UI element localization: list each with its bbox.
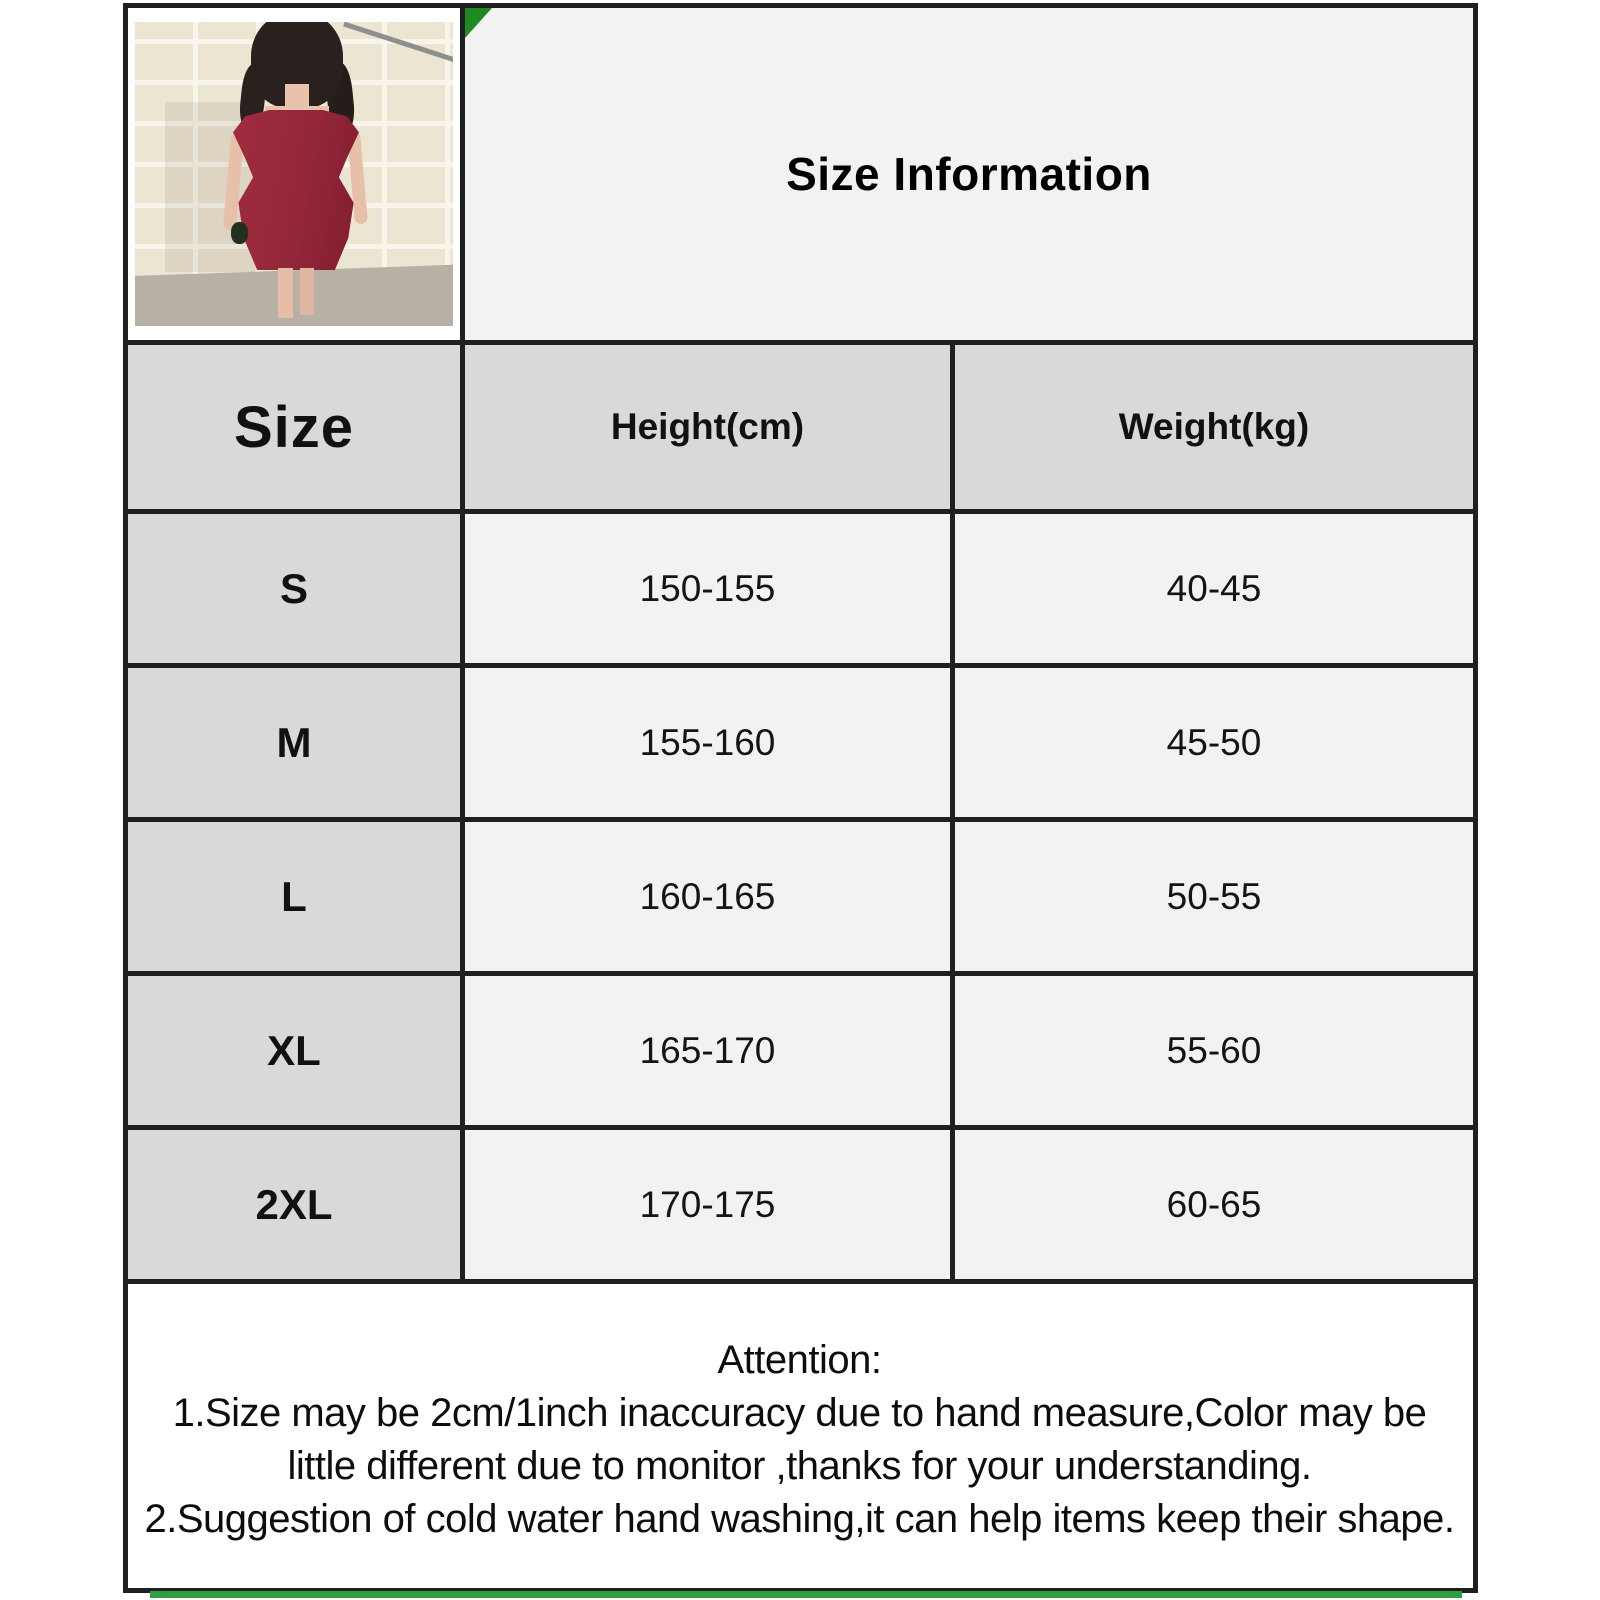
product-photo <box>135 22 453 326</box>
height-value: 155-160 <box>463 666 953 820</box>
sunglasses <box>231 222 248 244</box>
table-row <box>126 512 1476 666</box>
height-value: 160-165 <box>463 820 953 974</box>
size-label: M <box>126 666 463 820</box>
table-row <box>126 820 1476 974</box>
pavement <box>135 264 453 326</box>
title-row <box>126 6 1476 343</box>
column-header-row <box>126 343 1476 512</box>
table-row <box>126 974 1476 1128</box>
size-label: S <box>126 512 463 666</box>
column-header-weight: Weight(kg) <box>953 343 1476 512</box>
bottom-green-bar <box>150 1591 1462 1598</box>
table-row <box>126 666 1476 820</box>
attention-cell <box>126 1282 1476 1591</box>
column-header-height: Height(cm) <box>463 343 953 512</box>
weight-value: 50-55 <box>953 820 1476 974</box>
attention-note-2: 2.Suggestion of cold water hand washing,it can help items keep their shape. <box>144 1496 1455 1541</box>
height-value: 170-175 <box>463 1128 953 1282</box>
height-value: 165-170 <box>463 974 953 1128</box>
weight-value: 40-45 <box>953 512 1476 666</box>
attention-row <box>126 1282 1476 1591</box>
model-leg <box>300 268 314 315</box>
weight-value: 60-65 <box>953 1128 1476 1282</box>
weight-value: 55-60 <box>953 974 1476 1128</box>
green-corner-icon <box>465 8 492 38</box>
title-cell <box>463 6 1476 343</box>
size-label: L <box>126 820 463 974</box>
size-label: 2XL <box>126 1128 463 1282</box>
page-title: Size Information <box>786 148 1152 200</box>
model-leg <box>278 268 293 318</box>
height-value: 150-155 <box>463 512 953 666</box>
weight-value: 45-50 <box>953 666 1476 820</box>
size-label: XL <box>126 974 463 1128</box>
product-photo-cell <box>126 6 463 343</box>
red-dress <box>229 110 363 270</box>
handrail <box>343 22 453 63</box>
table-row <box>126 1128 1476 1282</box>
attention-note-1: 1.Size may be 2cm/1inch inaccuracy due to hand measure,Color may be little different due to monitor ,thanks for your understanding. <box>172 1391 1427 1488</box>
size-information-table <box>123 3 1478 1593</box>
size-chart-sheet <box>123 3 1478 1593</box>
column-header-size: Size <box>126 343 463 512</box>
attention-heading: Attention: <box>717 1338 882 1383</box>
